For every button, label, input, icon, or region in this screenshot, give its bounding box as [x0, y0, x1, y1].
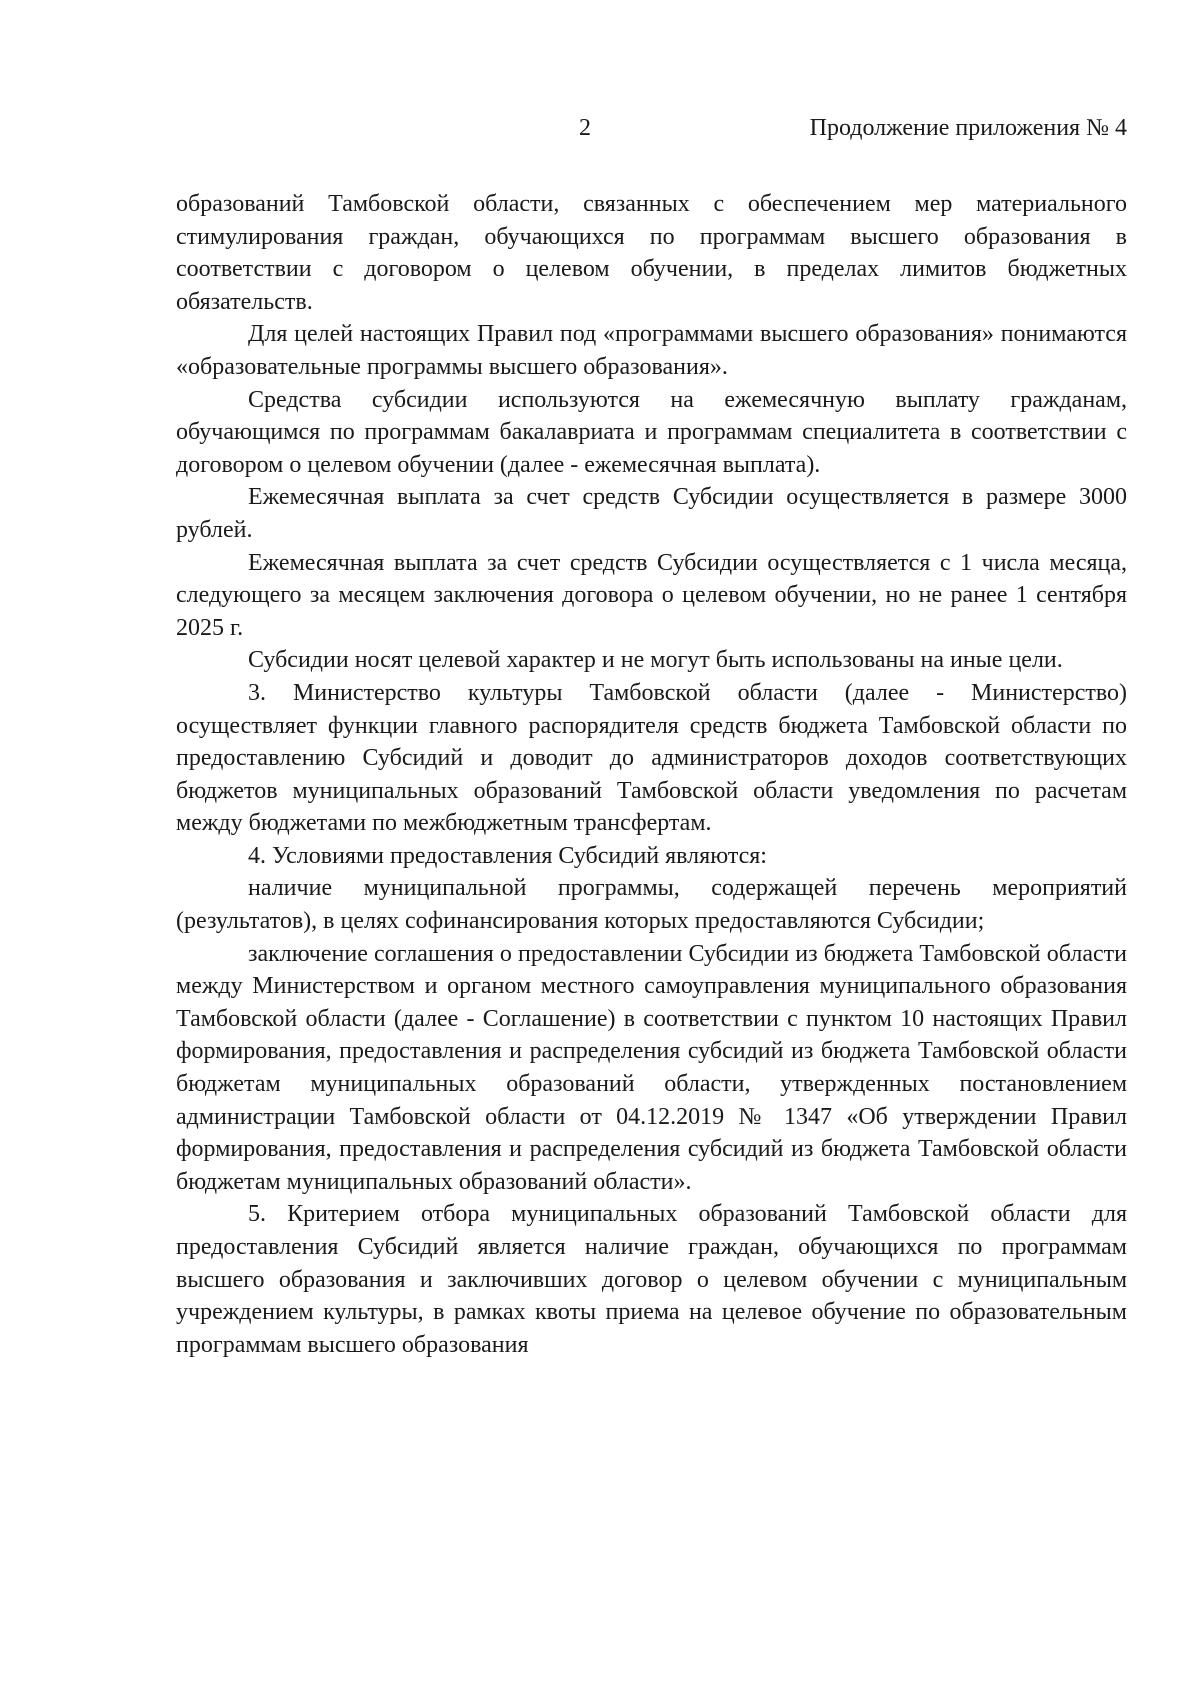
paragraph-condition-program: наличие муниципальной программы, содержащей перечень мероприятий (результатов), в целях софинансирования которых предоставляются Субсидии; [176, 875, 1127, 935]
paragraph-target-purpose: Субсидии носят целевой характер и не могут быть использованы на иные цели. [248, 647, 1063, 674]
paragraph-definition: Для целей настоящих Правил под «программами высшего образования» понимаются «образовательные программы высшего образования». [176, 321, 1127, 380]
paragraph-item-5: 5. Критерием отбора муниципальных образований Тамбовской области для предоставления Субсидий является наличие граждан, обучающихся по программам высшего образования и заключивших договор о целевом обучении с муниципальным учреждением культуры, в рамках квоты приема на целевое обучение по образовательным программам высшего образования [176, 1201, 1127, 1358]
paragraph-payment-amount: Ежемесячная выплата за счет средств Субсидии осуществляется в размере 3000 рублей. [176, 484, 1127, 543]
paragraph-item-4: 4. Условиями предоставления Субсидий являются: [248, 842, 767, 869]
document-body [176, 188, 1127, 1361]
page-number: 2 [579, 115, 591, 141]
paragraph-subsidy-use: Средства субсидии используются на ежемесячную выплату гражданам, обучающимся по программам бакалавриата и программам специалитета в соответствии с договором о целевом обучении (далее - ежемесячная выплата). [176, 386, 1127, 478]
appendix-continuation-header: Продолжение приложения № 4 [809, 115, 1127, 141]
paragraph-payment-start: Ежемесячная выплата за счет средств Субсидии осуществляется с 1 числа месяца, следующего за месяцем заключения договора о целевом обучении, но не ранее 1 сентября 2025 г. [176, 549, 1127, 641]
paragraph-continuation: образований Тамбовской области, связанных с обеспечением мер материального стимулирования граждан, обучающихся по программам высшего образования в соответствии с договором о целевом обучении, в пределах лимитов бюджетных обязательств. [176, 191, 1127, 315]
paragraph-item-3: 3. Министерство культуры Тамбовской области (далее - Министерство) осуществляет функции главного распорядителя средств бюджета Тамбовской области по предоставлению Субсидий и доводит до администраторов доходов соответствующих бюджетов муниципальных образований Тамбовской области уведомления по расчетам между бюджетами по межбюджетным трансфертам. [176, 679, 1127, 837]
paragraph-condition-agreement: заключение соглашения о предоставлении Субсидии из бюджета Тамбовской области между Министерством и органом местного самоуправления муниципального образования Тамбовской области (далее - Соглашение) в соответствии с пунктом 10 настоящих Правил формирования, предоставления и распределения субсидий из бюджета Тамбовской области бюджетам муниципальных образований области, утвержденных постановлением администрации Тамбовской области от 04.12.2019 № 1347 «Об утверждении Правил формирования, предоставления и распределения субсидий из бюджета Тамбовской области бюджетам муниципальных образований области». [176, 940, 1127, 1195]
